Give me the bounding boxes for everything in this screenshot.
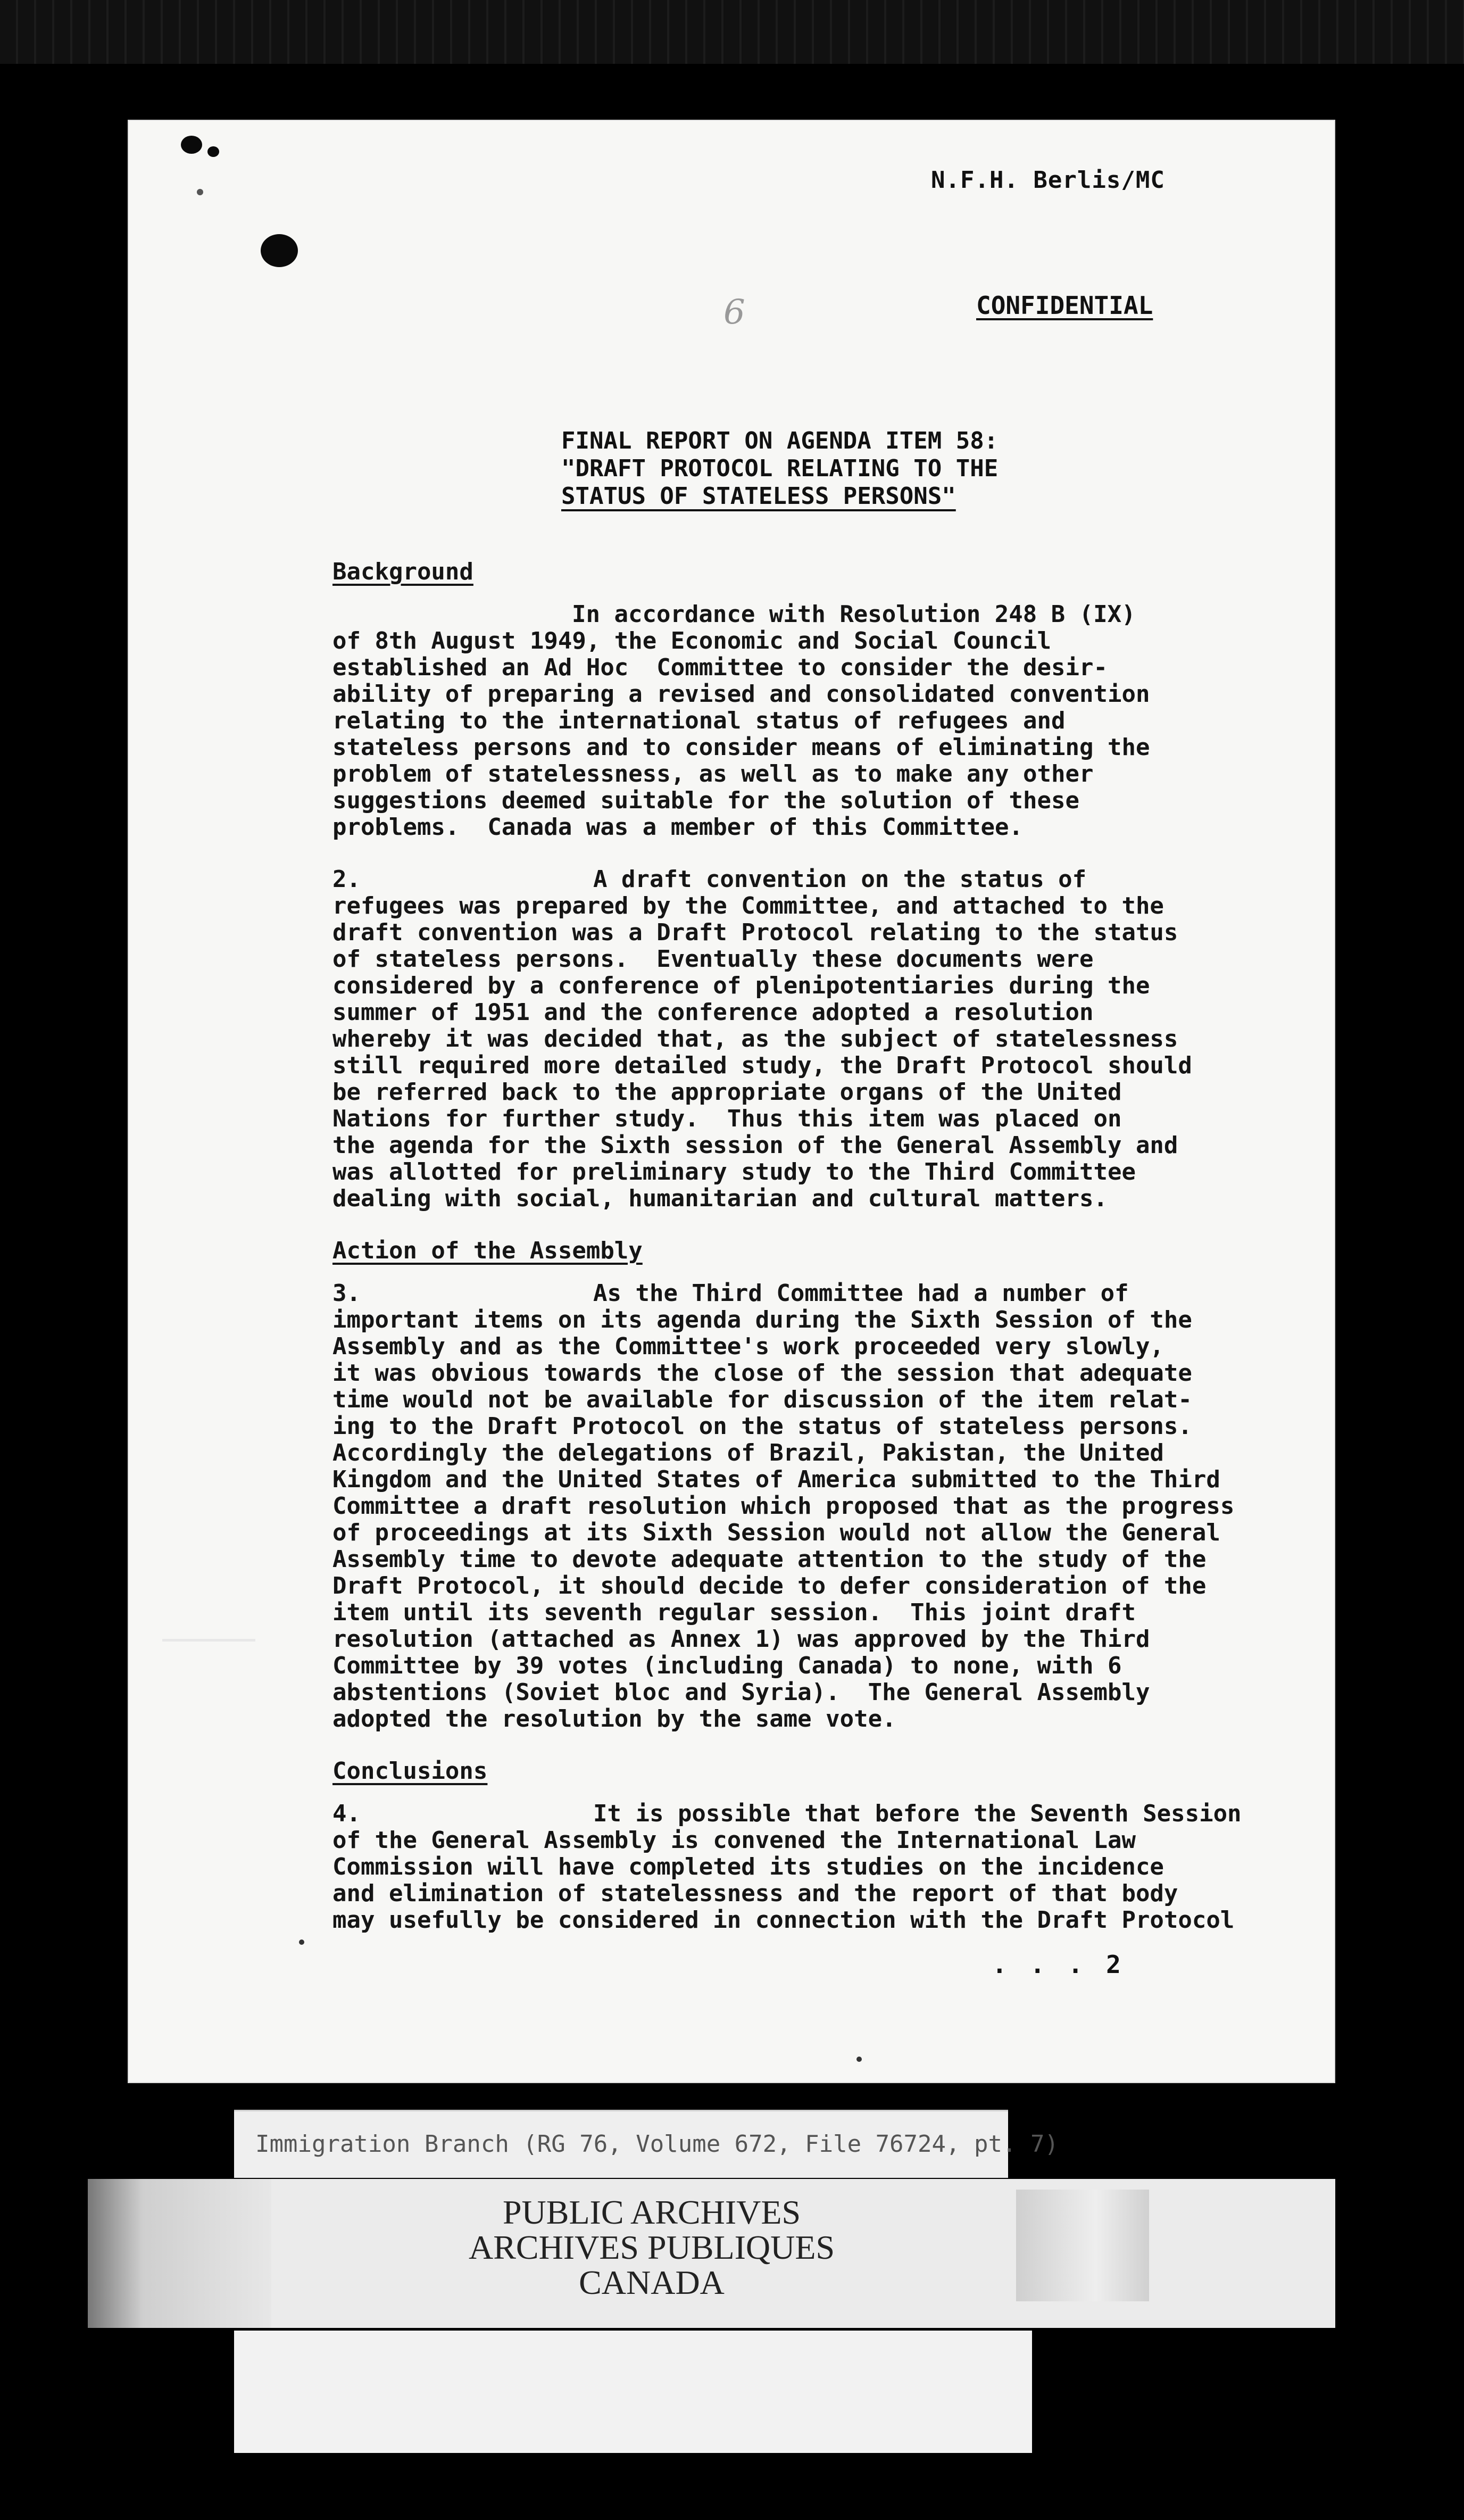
report-title	[561, 427, 1093, 510]
dot-mark	[856, 2057, 862, 2062]
paragraph-4	[332, 1801, 1333, 1934]
stamp-line: ARCHIVES PUBLIQUES	[468, 2228, 835, 2266]
paragraph-text: important items on its agenda during the Sixth Session of the Assembly and as the Committee's work proceeded very slowly, it was obvious towards the close of the session that adequate time would not be available for discussion of the item relat- ing to the Draft Protocol on the status of stateless persons. Accordingly the delegations of Brazil, Pakistan, the United Kingdom and the United States of America submitted to the Third Committee a draft resolution which proposed that as the progress of proceedings at its Sixth Session would not allow the General Assembly time to devote adequate attention to the study of the Draft Protocol, it should decide to defer consideration of the item until its seventh regular session. This joint draft resolution (attached as Annex 1) was approved by the Third Committee by 39 votes (including Canada) to none, with 6 abstentions (Soviet bloc and Syria). The General Assembly adopted the resolution by the same vote.	[332, 1306, 1235, 1732]
ink-mark	[181, 136, 202, 154]
archive-stamp	[88, 2179, 1335, 2328]
ink-mark	[207, 146, 219, 157]
handwritten-mark: 6	[723, 293, 745, 332]
ink-mark	[261, 234, 298, 267]
title-line: "DRAFT PROTOCOL RELATING TO THE	[561, 455, 999, 482]
classification-label: CONFIDENTIAL	[976, 291, 1153, 320]
section-heading-background: Background	[332, 558, 473, 585]
stamp-line: PUBLIC ARCHIVES	[502, 2193, 801, 2231]
archive-source-text: Immigration Branch (RG 76, Volume 672, File 76724, pt. 7)	[255, 2131, 1059, 2158]
page-continuation: . . . 2	[992, 1950, 1125, 1979]
scan-speck	[197, 189, 203, 195]
paragraph-lead: It is possible that before the Seventh Session	[593, 1800, 1242, 1827]
stamp-tear	[1016, 2190, 1149, 2301]
stamp-line: CANADA	[579, 2264, 725, 2301]
paragraph-3	[332, 1280, 1333, 1732]
paragraph-lead: In accordance with Resolution 248 B (IX)	[572, 601, 1136, 628]
report-body	[332, 559, 1333, 1959]
document-reference: N.F.H. Berlis/MC	[931, 167, 1165, 194]
paragraph-number: 3.	[332, 1280, 361, 1307]
section-heading-action: Action of the Assembly	[332, 1237, 643, 1264]
stamp-backing	[234, 2331, 1032, 2453]
stamp-text	[386, 2195, 918, 2300]
archive-source-label	[234, 2110, 1059, 2178]
section-heading-conclusions: Conclusions	[332, 1758, 488, 1785]
paragraph-number: 2.	[332, 866, 361, 893]
margin-rule	[162, 1639, 255, 1642]
paragraph-text: of 8th August 1949, the Economic and Social Council established an Ad Hoc Committee to consider the desir- ability of preparing a revised and consolidated convention relating to the international status of refugees and stateless persons and to consider means of eliminating the problem of statelessness, as well as to make any other suggestions deemed suitable for the solution of these problems. Canada was a member of this Committee.	[332, 627, 1150, 841]
paragraph-lead: A draft convention on the status of	[593, 866, 1087, 893]
dot-mark	[299, 1939, 304, 1945]
paragraph-text: refugees was prepared by the Committee, and attached to the draft convention was a Draft Protocol relating to the status of stateless persons. Eventually these documents were considered by a conference of plenipotentiaries during the summer of 1951 and the conference adopted a resolution whereby it was decided that, as the subject of statelessness still required more detailed study, the Draft Protocol should be referred back to the appropriate organs of the United Nations for further study. Thus this item was placed on the agenda for the Sixth session of the General Assembly and was allotted for preliminary study to the Third Committee dealing with social, humanitarian and cultural matters.	[332, 892, 1192, 1212]
title-line: STATUS OF STATELESS PERSONS"	[561, 483, 956, 510]
film-edge	[0, 0, 1464, 64]
paragraph-1	[332, 601, 1333, 841]
title-line: FINAL REPORT ON AGENDA ITEM 58:	[561, 427, 999, 454]
paragraph-2	[332, 866, 1333, 1212]
paragraph-lead: As the Third Committee had a number of	[593, 1280, 1129, 1307]
paragraph-text: of the General Assembly is convened the International Law Commission will have completed its studies on the incidence and elimination of statelessness and the report of that body may usefully be considered in connection with the Draft Protocol	[332, 1827, 1235, 1934]
paragraph-number: 4.	[332, 1800, 361, 1827]
stamp-tear	[88, 2179, 271, 2328]
